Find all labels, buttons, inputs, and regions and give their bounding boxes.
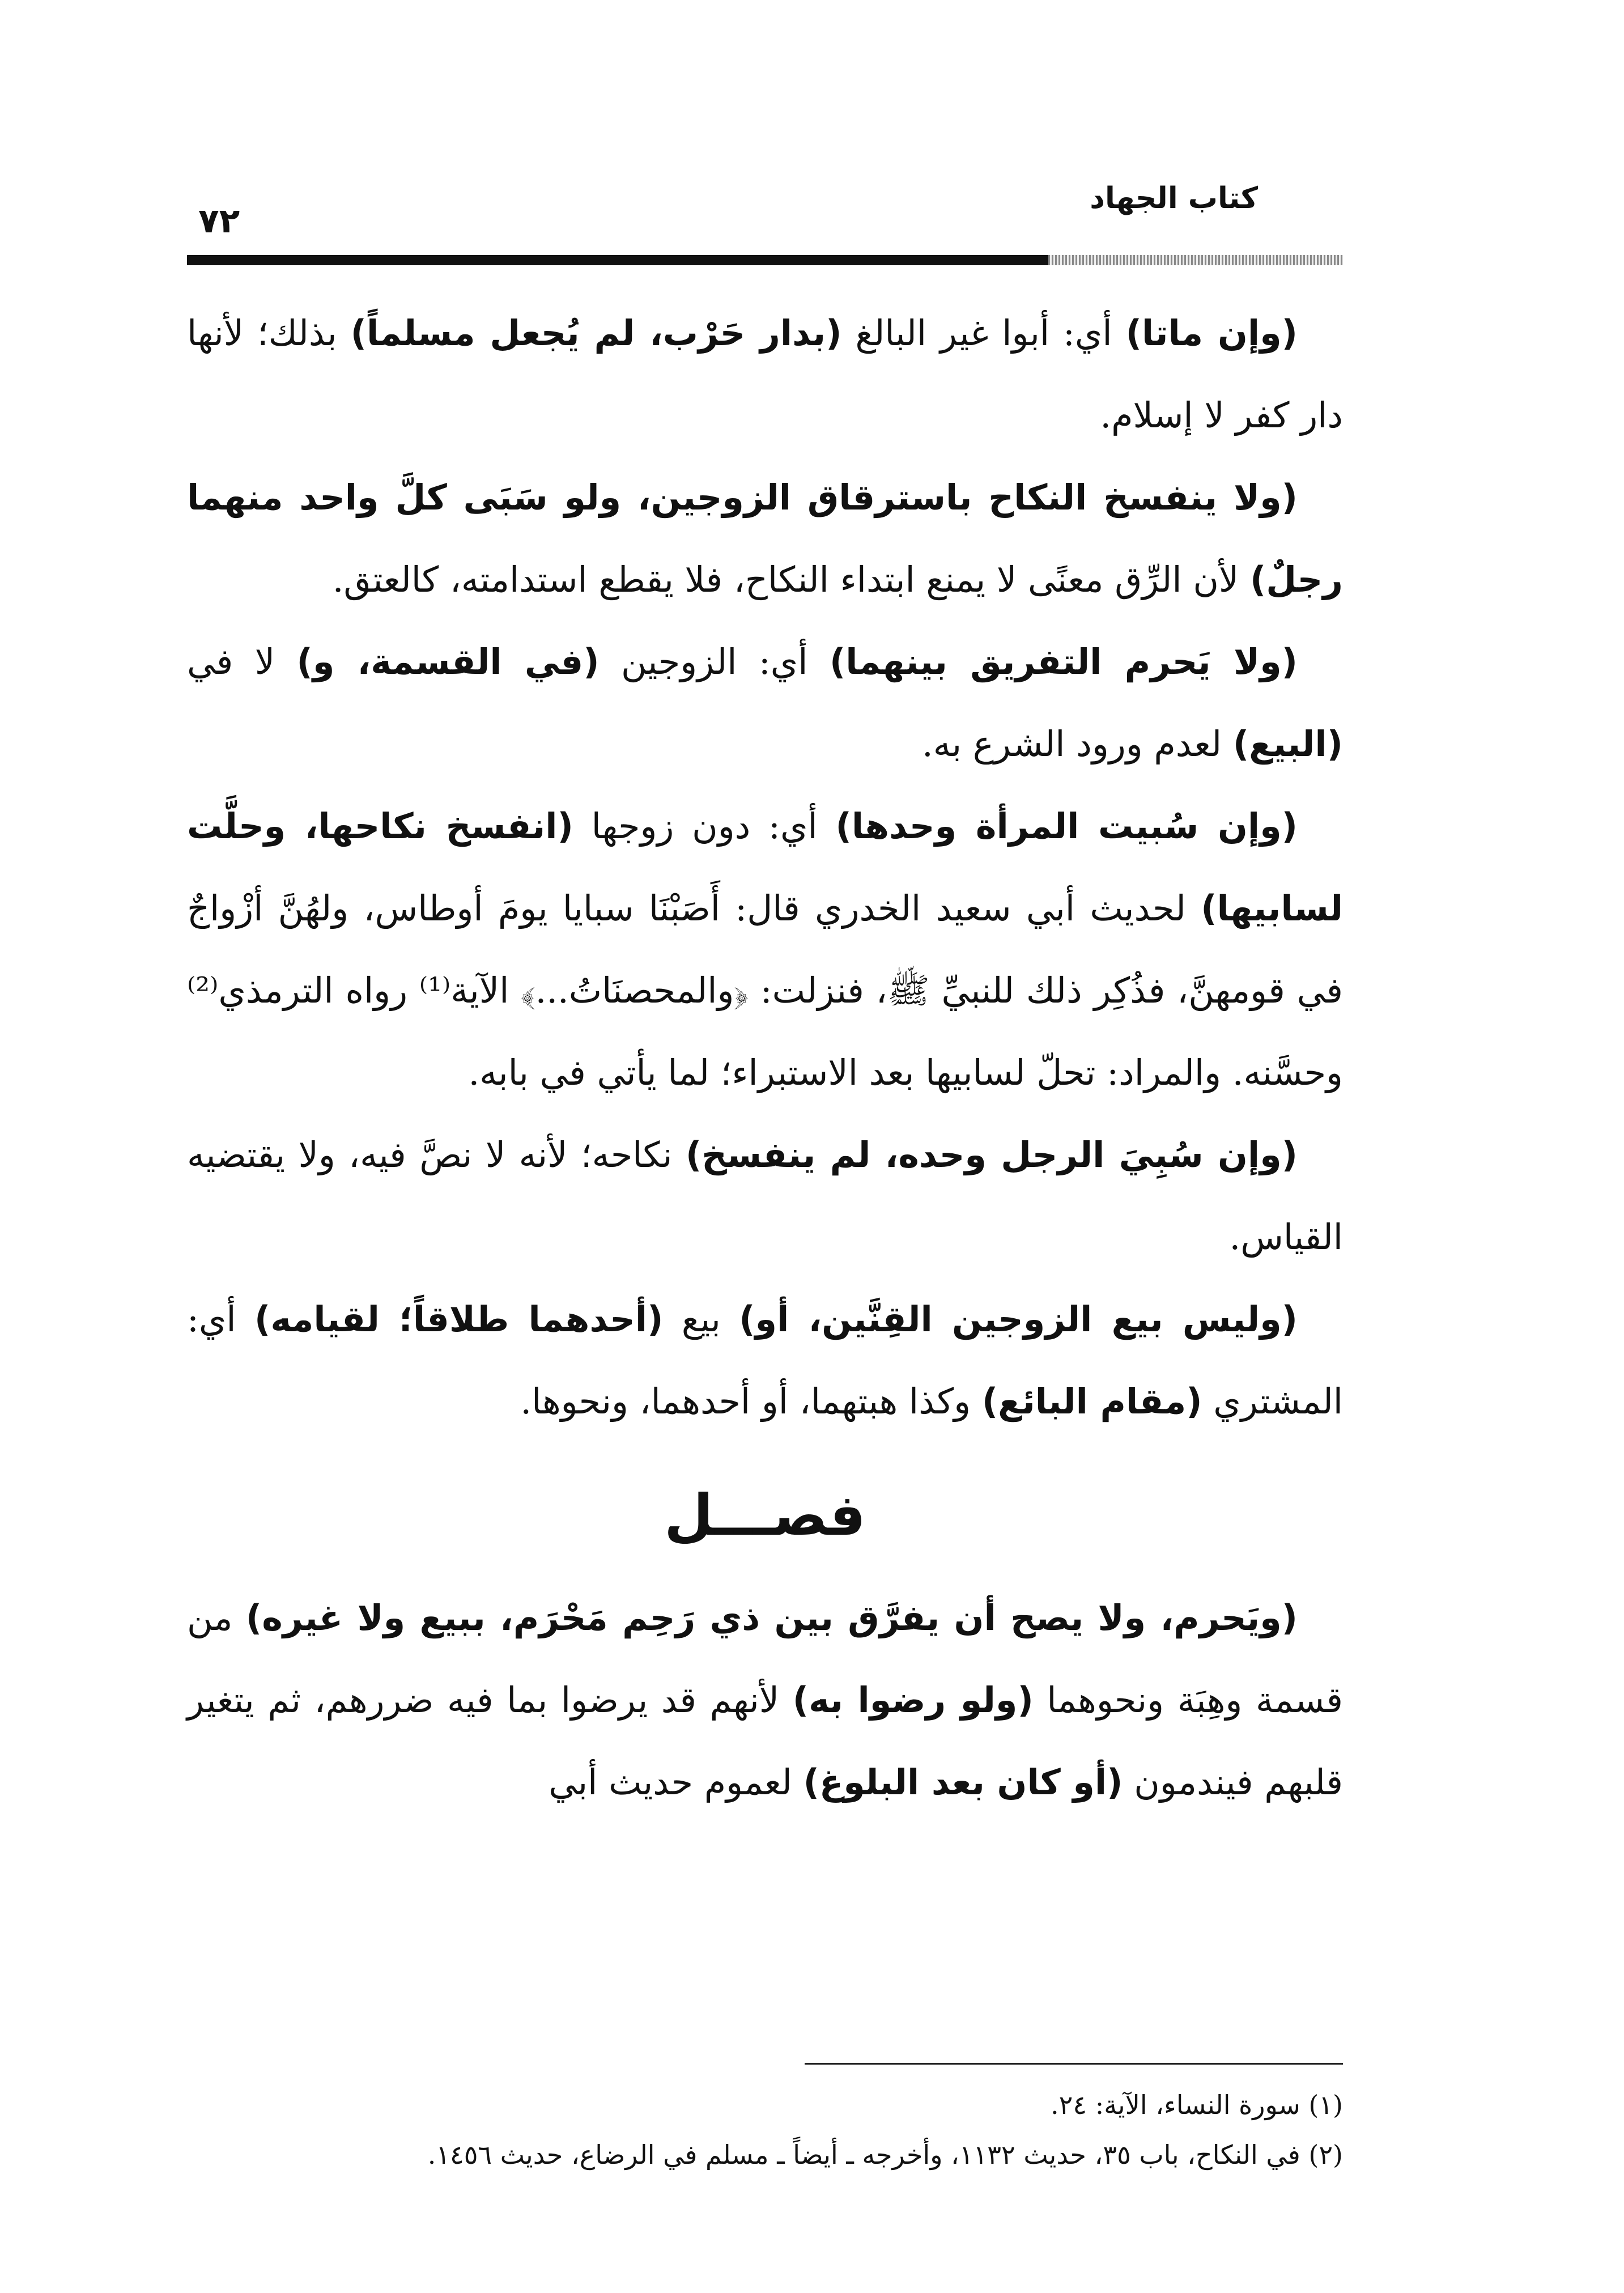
matn-text: (في القسمة، و) [296, 641, 600, 682]
sharh-text: لأن الرِّق معنًى لا يمنع ابتداء النكاح، فلا يقطع استدامته، كالعتق. [332, 559, 1250, 600]
page-header [187, 170, 1343, 266]
book-title: كتاب الجهاد [1090, 181, 1258, 215]
section-heading: فصـــل [664, 1482, 866, 1548]
sharh-text: نكاحه؛ لأنه لا نصَّ فيه، ولا يقتضيه القياس. [187, 1134, 1343, 1258]
sharh-text: لأنهم قد يرضوا بما فيه ضررهم، ثم يتغير قلبهم فيندمون [187, 1679, 1343, 1803]
sharh-text: من قسمة وهِبَة ونحوهما [187, 1597, 1344, 1721]
sharh-text: وكذا هبتهما، أو أحدهما، ونحوها. [520, 1381, 982, 1422]
sharh-text: أي: المشتري [187, 1298, 1343, 1422]
sharh-text: لعموم حديث أبي [549, 1761, 804, 1803]
matn-text: (وليس بيع الزوجين القِنَّين، أو) [739, 1298, 1298, 1340]
page-body [187, 292, 1343, 1823]
paragraph [187, 621, 1343, 785]
footnote-2: (٢) في النكاح، باب ٣٥، حديث ١١٣٢، وأخرجه ـ أيضاً ـ مسلم في الرضاع، حديث ١٤٥٦. [427, 2139, 1343, 2170]
sharh-text: لعدم ورود الشرع به. [921, 723, 1233, 765]
sharh-text: لحديث أبي سعيد الخدري قال: أَصَبْنَا سبايا يومَ أوطاس، ولهُنَّ أزْواجٌ في قومهنَّ، فذُكِر ذلك للنبيِّ ﷺ، فنزلت: ﴿والمحصنَاتُ...﴾ الآية⁽¹⁾ رواه الترمذي⁽²⁾ وحسَّنه. والمراد: تحلّ لسابيها بعد الاستبراء؛ لما يأتي في بابه. [187, 888, 1343, 1093]
main-text [187, 292, 1343, 1442]
footnote-1: (١) سورة النساء، الآية: ٢٤. [1051, 2090, 1343, 2120]
matn-text: (ويَحرم، ولا يصح أن يفرَّق بين ذي رَحِم مَحْرَم، ببيع ولا غيره) [245, 1597, 1298, 1638]
matn-text: (انفسخ نكاحها، وحلَّت لسابيها) [187, 805, 1343, 929]
matn-text: (أو كان بعد البلوغ) [803, 1761, 1123, 1803]
section-text [187, 1577, 1343, 1823]
sharh-text: أي: الزوجين [599, 641, 830, 682]
sharh-text: أي: دون زوجها [573, 805, 836, 847]
matn-text: (وإن ماتا) [1125, 312, 1298, 354]
paragraph [187, 785, 1343, 1114]
footnote-rule [805, 2063, 1343, 2065]
matn-text: (البيع) [1232, 723, 1343, 765]
footnotes [187, 2080, 1343, 2180]
paragraph [187, 1278, 1343, 1442]
matn-text: (ولو رضوا به) [792, 1679, 1034, 1721]
paragraph [187, 456, 1343, 621]
header-rule-shading [1048, 255, 1343, 265]
sharh-text: بذلك؛ لأنها دار كفر لا إسلام. [187, 312, 1343, 436]
sharh-text: بيع [663, 1298, 739, 1340]
sharh-text: أي: أبوا غير البالغ [841, 312, 1126, 354]
document-page [187, 170, 1343, 2233]
matn-text: (بدار حَرْب، لم يُجعل مسلماً) [350, 312, 842, 354]
matn-text: (وإن سُبِيَ الرجل وحده، لم ينفسخ) [685, 1134, 1298, 1175]
paragraph [187, 1114, 1343, 1278]
paragraph [187, 292, 1343, 456]
matn-text: (ولا ينفسخ النكاح باسترقاق الزوجين، ولو سَبَى كلَّ واحد منهما رجلٌ) [187, 477, 1343, 600]
matn-text: (أحدهما طلاقاً؛ لقيامه) [254, 1298, 664, 1340]
sharh-text: لا في [187, 641, 297, 682]
paragraph [187, 1577, 1343, 1823]
matn-text: (مقام البائع) [981, 1381, 1202, 1422]
matn-text: (وإن سُبيت المرأة وحدها) [835, 805, 1298, 847]
matn-text: (ولا يَحرم التفريق بينهما) [829, 641, 1298, 682]
page-number: ٧٢ [198, 201, 240, 241]
